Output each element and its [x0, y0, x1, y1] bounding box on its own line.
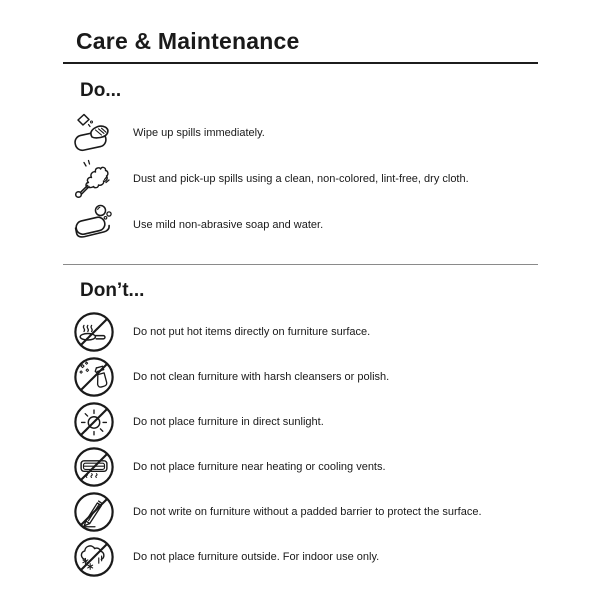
no-direct-sunlight-icon — [71, 399, 117, 445]
section-divider — [63, 264, 538, 265]
no-outdoor-use-icon — [71, 534, 117, 580]
do-heading: Do... — [80, 80, 122, 101]
dont-item-text: Do not place furniture outside. For indoor use only. — [133, 550, 380, 563]
do-item-text: Wipe up spills immediately. — [133, 127, 265, 139]
dont-item-text: Do not write on furniture without a padded barrier to protect the surface. — [133, 505, 482, 518]
dont-list — [63, 309, 538, 579]
page-title: Care & Maintenance — [76, 28, 300, 54]
list-item — [71, 156, 538, 202]
dont-item-text: Do not place furniture near heating or cooling vents. — [133, 460, 386, 473]
list-item — [71, 534, 538, 579]
list-item — [71, 399, 538, 444]
dont-item-text: Do not clean furniture with harsh cleansers or polish. — [133, 370, 390, 383]
dont-item-text: Do not place furniture in direct sunlight. — [133, 415, 324, 428]
list-item — [71, 202, 538, 248]
dont-heading: Don’t... — [80, 280, 145, 301]
list-item — [71, 309, 538, 354]
no-writing-icon — [71, 489, 117, 535]
title-rule — [63, 62, 538, 64]
soap-icon — [71, 202, 117, 248]
do-section — [63, 79, 538, 248]
list-item — [71, 110, 538, 156]
list-item — [71, 444, 538, 489]
no-hot-items-icon — [71, 309, 117, 355]
do-list — [63, 110, 538, 248]
list-item — [71, 489, 538, 534]
do-item-text: Dust and pick-up spills using a clean, non-colored, lint-free, dry cloth. — [133, 173, 469, 185]
dont-section — [63, 279, 538, 579]
dont-item-text: Do not put hot items directly on furniture surface. — [133, 325, 371, 338]
wipe-spills-icon — [71, 110, 117, 156]
do-item-text: Use mild non-abrasive soap and water. — [133, 219, 324, 231]
duster-icon — [71, 156, 117, 202]
list-item — [71, 354, 538, 399]
no-heating-vents-icon — [71, 444, 117, 490]
no-harsh-cleansers-icon — [71, 354, 117, 400]
